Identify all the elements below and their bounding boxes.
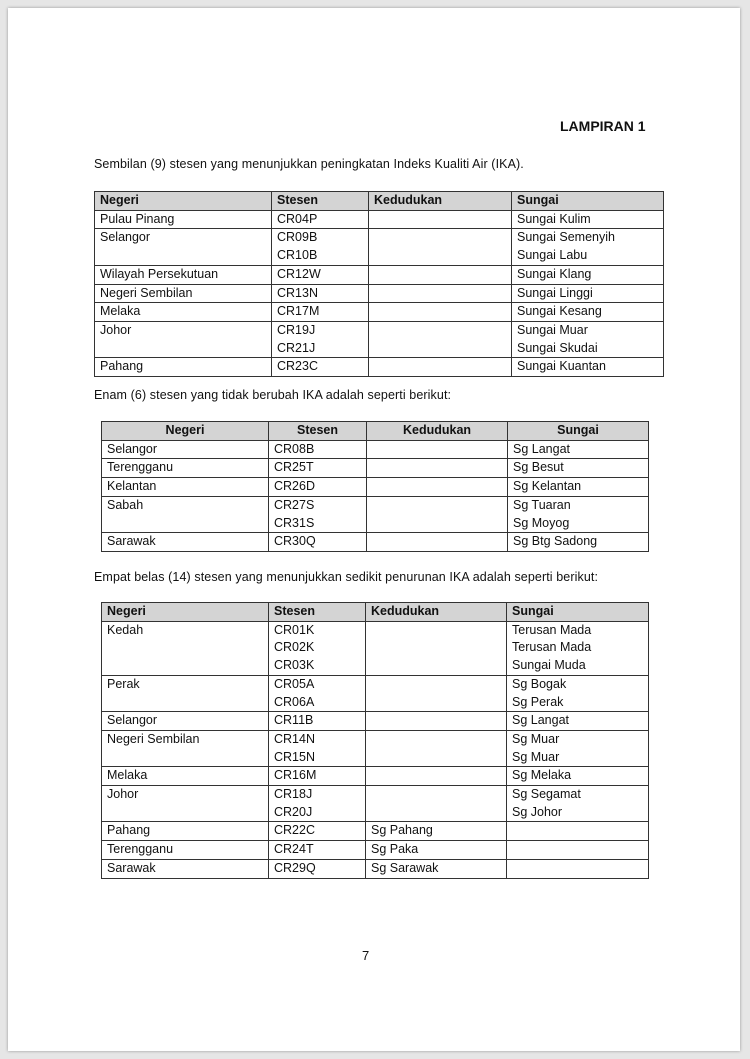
cell-negeri: Melaka: [102, 767, 269, 786]
sungai-value: Terusan Mada: [512, 622, 592, 637]
cell-sungai: [507, 841, 649, 860]
cell-negeri: Perak: [102, 675, 269, 711]
table-row: [102, 841, 649, 860]
cell-sungai: [507, 621, 649, 675]
cell-kedudukan: [366, 675, 507, 711]
cell-kedudukan: [367, 459, 508, 478]
cell-sungai: [512, 303, 664, 322]
cell-negeri: Melaka: [95, 303, 272, 322]
stesen-value: CR29Q: [274, 860, 316, 875]
cell-stesen: [269, 459, 367, 478]
cell-negeri: Wilayah Persekutuan: [95, 265, 272, 284]
stesen-value: CR10B: [277, 248, 318, 263]
table-row: [102, 822, 649, 841]
cell-stesen: [272, 265, 369, 284]
stesen-value: CR26D: [274, 479, 315, 494]
cell-stesen: [272, 284, 369, 303]
page-number: 7: [362, 948, 370, 963]
sungai-value: Sg Melaka: [512, 768, 572, 783]
column-header-kedudukan: Kedudukan: [369, 192, 512, 211]
sungai-value: Sungai Skudai: [517, 340, 598, 355]
section3-table: [101, 602, 649, 879]
stesen-value: CR08B: [274, 441, 315, 456]
cell-stesen: [272, 229, 369, 265]
table-row: [95, 303, 664, 322]
cell-stesen: [269, 440, 367, 459]
stesen-value: CR21J: [277, 340, 316, 355]
cell-stesen: [269, 730, 366, 766]
stesen-value: CR24T: [274, 842, 314, 857]
cell-kedudukan: [366, 730, 507, 766]
stesen-value: CR31S: [274, 515, 315, 530]
table-header-row: [102, 422, 649, 441]
cell-negeri: Johor: [95, 321, 272, 357]
stesen-value: CR19J: [277, 322, 316, 337]
column-header-sungai: Sungai: [512, 192, 664, 211]
cell-sungai: [508, 459, 649, 478]
cell-kedudukan: [366, 712, 507, 731]
cell-sungai: [512, 284, 664, 303]
column-header-sungai: Sungai: [507, 603, 649, 622]
cell-sungai: [508, 496, 649, 532]
cell-kedudukan: [369, 358, 512, 377]
cell-sungai: [508, 440, 649, 459]
kedudukan-value: Sg Sarawak: [371, 860, 439, 875]
stesen-value: CR06A: [274, 694, 315, 709]
stesen-value: CR12W: [277, 266, 321, 281]
cell-negeri: Negeri Sembilan: [102, 730, 269, 766]
table-row: [95, 265, 664, 284]
table-row: [102, 859, 649, 878]
sungai-value: Sg Kelantan: [513, 479, 582, 494]
sungai-value: Sungai Semenyih: [517, 230, 615, 245]
cell-negeri: Sabah: [102, 496, 269, 532]
stesen-value: CR13N: [277, 285, 318, 300]
stesen-value: CR04P: [277, 211, 318, 226]
column-header-negeri: Negeri: [95, 192, 272, 211]
cell-kedudukan: [366, 822, 507, 841]
cell-stesen: [269, 496, 367, 532]
cell-negeri: Selangor: [102, 440, 269, 459]
cell-sungai: [507, 767, 649, 786]
table-row: [102, 712, 649, 731]
section3-intro: Empat belas (14) stesen yang menunjukkan sedikit penurunan IKA adalah seperti berikut:: [94, 570, 599, 584]
cell-stesen: [269, 712, 366, 731]
column-header-kedudukan: Kedudukan: [367, 422, 508, 441]
cell-stesen: [272, 358, 369, 377]
cell-sungai: [512, 265, 664, 284]
sungai-value: Sungai Kulim: [517, 211, 591, 226]
cell-kedudukan: [366, 621, 507, 675]
stesen-value: CR23C: [277, 359, 318, 374]
cell-sungai: [507, 786, 649, 822]
sungai-value: Sungai Labu: [517, 248, 588, 263]
table-row: [102, 533, 649, 552]
cell-stesen: [269, 859, 366, 878]
cell-negeri: Pulau Pinang: [95, 210, 272, 229]
cell-negeri: Terengganu: [102, 841, 269, 860]
sungai-value: Sg Muar: [512, 731, 560, 746]
cell-sungai: [512, 210, 664, 229]
sungai-value: Sungai Kesang: [517, 304, 602, 319]
table-row: [95, 210, 664, 229]
cell-negeri: Selangor: [95, 229, 272, 265]
stesen-value: CR20J: [274, 804, 313, 819]
cell-negeri: Kedah: [102, 621, 269, 675]
table-header-row: [95, 192, 664, 211]
column-header-kedudukan: Kedudukan: [366, 603, 507, 622]
cell-kedudukan: [367, 478, 508, 497]
column-header-negeri: Negeri: [102, 603, 269, 622]
table-row: [102, 621, 649, 675]
cell-sungai: [507, 730, 649, 766]
table-row: [102, 496, 649, 532]
stesen-value: CR15N: [274, 749, 315, 764]
stesen-value: CR03K: [274, 658, 315, 673]
cell-kedudukan: [366, 767, 507, 786]
cell-kedudukan: [369, 284, 512, 303]
sungai-value: Sg Btg Sadong: [513, 534, 598, 549]
cell-negeri: Kelantan: [102, 478, 269, 497]
sungai-value: Sg Perak: [512, 694, 564, 709]
table-row: [95, 358, 664, 377]
section1-table: [94, 191, 664, 377]
sungai-value: Sg Segamat: [512, 787, 581, 802]
cell-stesen: [269, 533, 367, 552]
sungai-value: Sg Muar: [512, 749, 560, 764]
section1-intro: Sembilan (9) stesen yang menunjukkan peningkatan Indeks Kualiti Air (IKA).: [94, 157, 524, 171]
cell-negeri: Selangor: [102, 712, 269, 731]
table-row: [102, 786, 649, 822]
table-row: [102, 478, 649, 497]
cell-stesen: [269, 822, 366, 841]
sungai-value: Terusan Mada: [512, 640, 592, 655]
sungai-value: Sungai Klang: [517, 266, 592, 281]
stesen-value: CR22C: [274, 823, 315, 838]
kedudukan-value: Sg Paka: [371, 842, 419, 857]
cell-sungai: [507, 822, 649, 841]
column-header-stesen: Stesen: [272, 192, 369, 211]
column-header-negeri: Negeri: [102, 422, 269, 441]
stesen-value: CR27S: [274, 497, 315, 512]
cell-stesen: [269, 786, 366, 822]
table-row: [102, 440, 649, 459]
cell-sungai: [507, 675, 649, 711]
cell-negeri: Sarawak: [102, 533, 269, 552]
cell-stesen: [269, 767, 366, 786]
sungai-value: Sungai Muar: [517, 322, 588, 337]
cell-negeri: Terengganu: [102, 459, 269, 478]
cell-kedudukan: [369, 229, 512, 265]
stesen-value: CR18J: [274, 787, 313, 802]
stesen-value: CR30Q: [274, 534, 316, 549]
cell-stesen: [272, 303, 369, 322]
sungai-value: Sungai Kuantan: [517, 359, 606, 374]
table-row: [102, 767, 649, 786]
cell-kedudukan: [367, 533, 508, 552]
sungai-value: Sg Langat: [513, 441, 570, 456]
cell-sungai: [512, 229, 664, 265]
column-header-stesen: Stesen: [269, 603, 366, 622]
stesen-value: CR17M: [277, 304, 320, 319]
cell-negeri: Sarawak: [102, 859, 269, 878]
table-row: [102, 730, 649, 766]
stesen-value: CR02K: [274, 640, 315, 655]
cell-stesen: [269, 675, 366, 711]
cell-negeri: Johor: [102, 786, 269, 822]
table-row: [95, 321, 664, 357]
cell-kedudukan: [366, 841, 507, 860]
appendix-label: LAMPIRAN 1: [560, 118, 646, 134]
cell-sungai: [507, 859, 649, 878]
stesen-value: CR25T: [274, 460, 314, 475]
cell-sungai: [512, 321, 664, 357]
cell-stesen: [269, 478, 367, 497]
stesen-value: CR01K: [274, 622, 315, 637]
kedudukan-value: Sg Pahang: [371, 823, 433, 838]
stesen-value: CR16M: [274, 768, 317, 783]
sungai-value: Sg Besut: [513, 460, 564, 475]
stesen-value: CR11B: [274, 713, 314, 728]
cell-sungai: [508, 533, 649, 552]
stesen-value: CR05A: [274, 676, 315, 691]
table-header-row: [102, 603, 649, 622]
sungai-value: Sungai Linggi: [517, 285, 593, 300]
cell-stesen: [272, 321, 369, 357]
table-row: [95, 229, 664, 265]
cell-sungai: [507, 712, 649, 731]
cell-negeri: Pahang: [102, 822, 269, 841]
cell-kedudukan: [369, 210, 512, 229]
section2-intro: Enam (6) stesen yang tidak berubah IKA adalah seperti berikut:: [94, 388, 452, 402]
section2-table: [101, 421, 649, 552]
sungai-value: Sg Johor: [512, 804, 563, 819]
table-row: [95, 284, 664, 303]
cell-sungai: [512, 358, 664, 377]
stesen-value: CR09B: [277, 230, 318, 245]
stesen-value: CR14N: [274, 731, 315, 746]
cell-sungai: [508, 478, 649, 497]
cell-stesen: [272, 210, 369, 229]
table-row: [102, 459, 649, 478]
sungai-value: Sg Tuaran: [513, 497, 571, 512]
cell-stesen: [269, 621, 366, 675]
table-row: [102, 675, 649, 711]
cell-kedudukan: [367, 496, 508, 532]
cell-negeri: Negeri Sembilan: [95, 284, 272, 303]
cell-kedudukan: [369, 265, 512, 284]
cell-kedudukan: [369, 321, 512, 357]
cell-stesen: [269, 841, 366, 860]
cell-kedudukan: [366, 859, 507, 878]
cell-kedudukan: [369, 303, 512, 322]
sungai-value: Sg Langat: [512, 713, 569, 728]
sungai-value: Sg Moyog: [513, 515, 570, 530]
cell-negeri: Pahang: [95, 358, 272, 377]
column-header-stesen: Stesen: [269, 422, 367, 441]
sungai-value: Sungai Muda: [512, 658, 586, 673]
sungai-value: Sg Bogak: [512, 676, 567, 691]
column-header-sungai: Sungai: [508, 422, 649, 441]
cell-kedudukan: [366, 786, 507, 822]
cell-kedudukan: [367, 440, 508, 459]
